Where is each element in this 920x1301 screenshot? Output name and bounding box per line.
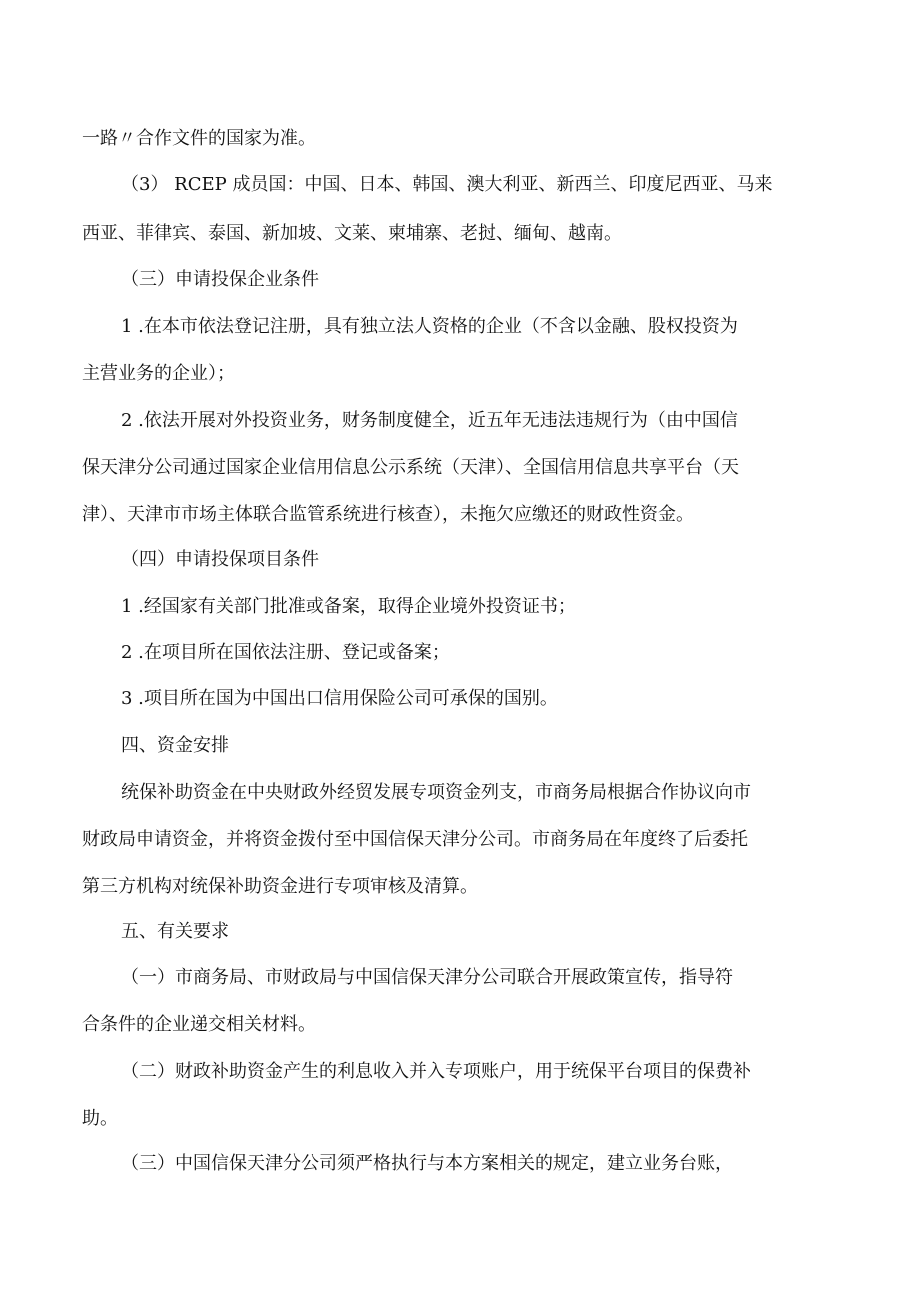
text-line: （三）中国信保天津分公司须严格执行与本方案相关的规定，建立业务台账， [121, 1153, 733, 1174]
text-line: 助。 [82, 1108, 118, 1129]
text-line: （二）财政补助资金产生的利息收入并入专项账户，用于统保平台项目的保费补 [121, 1061, 751, 1082]
text-line: 2 .依法开展对外投资业务，财务制度健全，近五年无违法违规行为（由中国信 [121, 410, 738, 431]
text-line: 一路〃合作文件的国家为准。 [82, 128, 316, 149]
text-line: 3 .项目所在国为中国出口信用保险公司可承保的国别。 [121, 688, 558, 709]
section-heading: 五、有关要求 [121, 921, 229, 942]
text-line: 财政局申请资金，并将资金拨付至中国信保天津分公司。市商务局在年度终了后委托 [82, 829, 748, 850]
text-line: 2 .在项目所在国依法注册、登记或备案； [121, 642, 450, 663]
text-line: 统保补助资金在中央财政外经贸发展专项资金列支，市商务局根据合作协议向市 [121, 782, 751, 803]
text-line: 保天津分公司通过国家企业信用信息公示系统（天津）、全国信用信息共享平台（天 [82, 457, 739, 478]
text-line: 1 .经国家有关部门批准或备案，取得企业境外投资证书； [121, 596, 576, 617]
section-heading: 四、资金安排 [121, 735, 229, 756]
text-line: 津）、天津市市场主体联合监管系统进行核查），未拖欠应缴还的财政性资金。 [82, 504, 694, 525]
text-line: （一）市商务局、市财政局与中国信保天津分公司联合开展政策宣传，指导符 [121, 967, 733, 988]
text-line: （3） RCEP 成员国：中国、日本、韩国、澳大利亚、新西兰、印度尼西亚、马来 [121, 174, 773, 195]
section-heading: （四）申请投保项目条件 [121, 549, 319, 570]
text-line: 1 .在本市依法登记注册，具有独立法人资格的企业（不含以金融、股权投资为 [121, 316, 738, 337]
text-line: 第三方机构对统保补助资金进行专项审核及清算。 [82, 876, 478, 897]
section-heading: （三）申请投保企业条件 [121, 269, 319, 290]
text-line: 主营业务的企业）； [82, 363, 235, 384]
text-line: 西亚、菲律宾、泰国、新加坡、文莱、柬埔寨、老挝、缅甸、越南。 [82, 223, 622, 244]
text-line: 合条件的企业递交相关材料。 [82, 1014, 316, 1035]
